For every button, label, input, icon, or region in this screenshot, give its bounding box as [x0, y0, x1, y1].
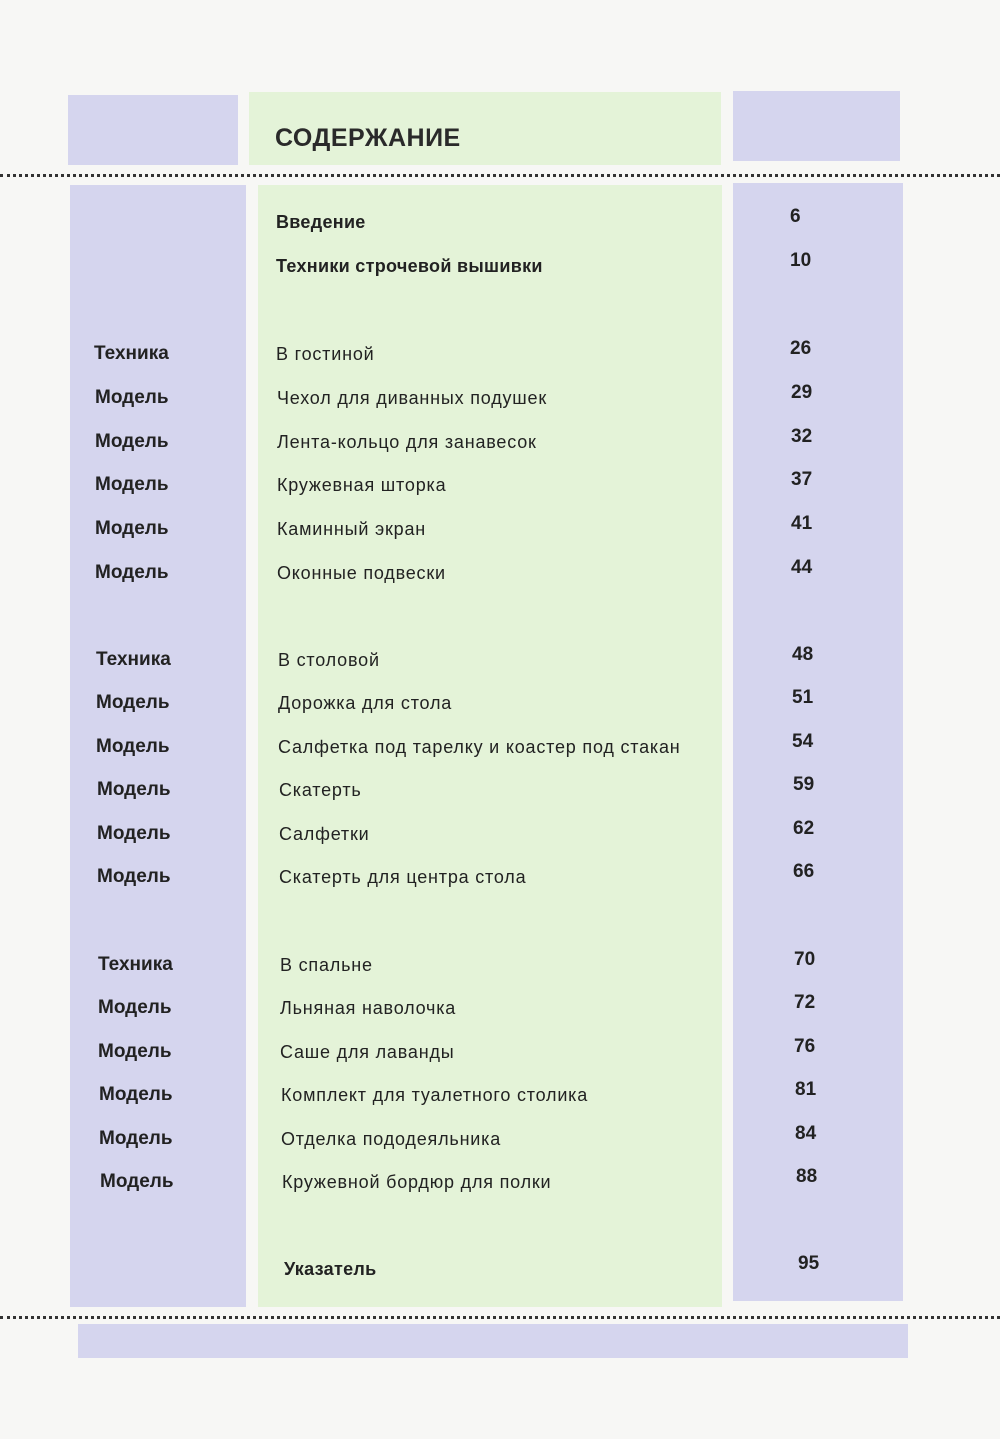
toc-entry-title: Оконные подвески: [277, 563, 446, 583]
toc-category: Модель: [97, 823, 171, 844]
toc-entry-title: Отделка пододеяльника: [281, 1129, 502, 1149]
toc-entry-title: Введение: [276, 212, 366, 232]
toc-row: [0, 1036, 1000, 1069]
toc-category: Техника: [98, 954, 173, 975]
header-band-left: [68, 95, 238, 165]
toc-entry-title: Кружевной бордюр для полки: [282, 1172, 552, 1192]
toc-row: [0, 338, 1000, 371]
toc-row: [0, 949, 1000, 982]
toc-category: Модель: [95, 474, 169, 495]
toc-row: [0, 382, 1000, 415]
toc-row: [0, 992, 1000, 1025]
toc-page-number: 44: [791, 557, 813, 578]
toc-entry-title: В спальне: [280, 955, 373, 975]
toc-entry-title: Дорожка для стола: [278, 693, 453, 713]
toc-category: Модель: [97, 779, 171, 800]
toc-page-number: 10: [790, 250, 812, 271]
toc-entry-title: Кружевная шторка: [277, 475, 447, 495]
toc-row: [0, 513, 1000, 546]
page-title: СОДЕРЖАНИЕ: [275, 124, 461, 152]
toc-page-number: 51: [792, 687, 814, 708]
toc-entry-title: Чехол для диванных подушек: [277, 388, 548, 408]
toc-page-number: 54: [792, 731, 814, 752]
toc-page-number: 88: [796, 1166, 818, 1187]
toc-page-number: 76: [794, 1036, 816, 1057]
toc-category: Техника: [94, 343, 169, 364]
toc-row: [0, 1079, 1000, 1112]
toc-row: [0, 469, 1000, 502]
toc-entry-title: Каминный экран: [277, 519, 427, 539]
toc-row: [0, 206, 1000, 239]
toc-entry-title: Скатерть для центра стола: [279, 867, 527, 887]
toc-entry-title: Саше для лаванды: [280, 1042, 455, 1062]
toc-row: [0, 250, 1000, 283]
toc-entry-title: Указатель: [284, 1259, 377, 1279]
toc-row: [0, 861, 1000, 894]
footer-band: [78, 1324, 908, 1358]
header-band-right: [733, 91, 900, 161]
toc-page-number: 81: [795, 1079, 817, 1100]
toc-page-number: 29: [791, 382, 813, 403]
toc-page-number: 6: [790, 206, 801, 227]
toc-category: Модель: [95, 518, 169, 539]
toc-entry-title: Лента-кольцо для занавесок: [277, 432, 537, 452]
toc-category: Модель: [98, 997, 172, 1018]
toc-page-number: 41: [791, 513, 813, 534]
toc-page-number: 95: [798, 1253, 820, 1274]
toc-row: [0, 818, 1000, 851]
toc-category: Модель: [98, 1041, 172, 1062]
toc-category: Модель: [95, 387, 169, 408]
toc-row: [0, 1123, 1000, 1156]
toc-page-number: 48: [792, 644, 814, 665]
toc-entry-title: Салфетки: [279, 824, 370, 844]
toc-category: Техника: [96, 649, 171, 670]
toc-page-number: 37: [791, 469, 813, 490]
toc-entry-title: В гостиной: [276, 344, 375, 364]
toc-category: Модель: [99, 1128, 173, 1149]
toc-row: [0, 774, 1000, 807]
toc-row: [0, 557, 1000, 590]
toc-entry-title: В столовой: [278, 650, 380, 670]
toc-page-number: 66: [793, 861, 815, 882]
toc-row: [0, 731, 1000, 764]
toc-row: [0, 644, 1000, 677]
toc-category: Модель: [96, 692, 170, 713]
toc-page-number: 70: [794, 949, 816, 970]
toc-entry-title: Льняная наволочка: [280, 998, 457, 1018]
toc-entry-title: Комплект для туалетного столика: [281, 1085, 589, 1105]
toc-row: [0, 1253, 1000, 1286]
toc-page-number: 72: [794, 992, 816, 1013]
toc-page-number: 84: [795, 1123, 817, 1144]
toc-entry-title: Техники строчевой вышивки: [276, 256, 543, 276]
toc-row: [0, 1166, 1000, 1199]
toc-page-number: 62: [793, 818, 815, 839]
top-dotted-divider: [0, 174, 1000, 177]
toc-entry-title: Скатерть: [279, 780, 362, 800]
toc-page-number: 26: [790, 338, 812, 359]
toc-page-number: 59: [793, 774, 815, 795]
bottom-dotted-divider: [0, 1316, 1000, 1319]
toc-entry-title: Салфетка под тарелку и коастер под стакан: [278, 737, 681, 757]
toc-row: [0, 687, 1000, 720]
toc-category: Модель: [96, 736, 170, 757]
toc-category: Модель: [97, 866, 171, 887]
toc-category: Модель: [100, 1171, 174, 1192]
toc-category: Модель: [95, 562, 169, 583]
toc-category: Модель: [95, 431, 169, 452]
toc-row: [0, 426, 1000, 459]
toc-category: Модель: [99, 1084, 173, 1105]
toc-page-number: 32: [791, 426, 813, 447]
